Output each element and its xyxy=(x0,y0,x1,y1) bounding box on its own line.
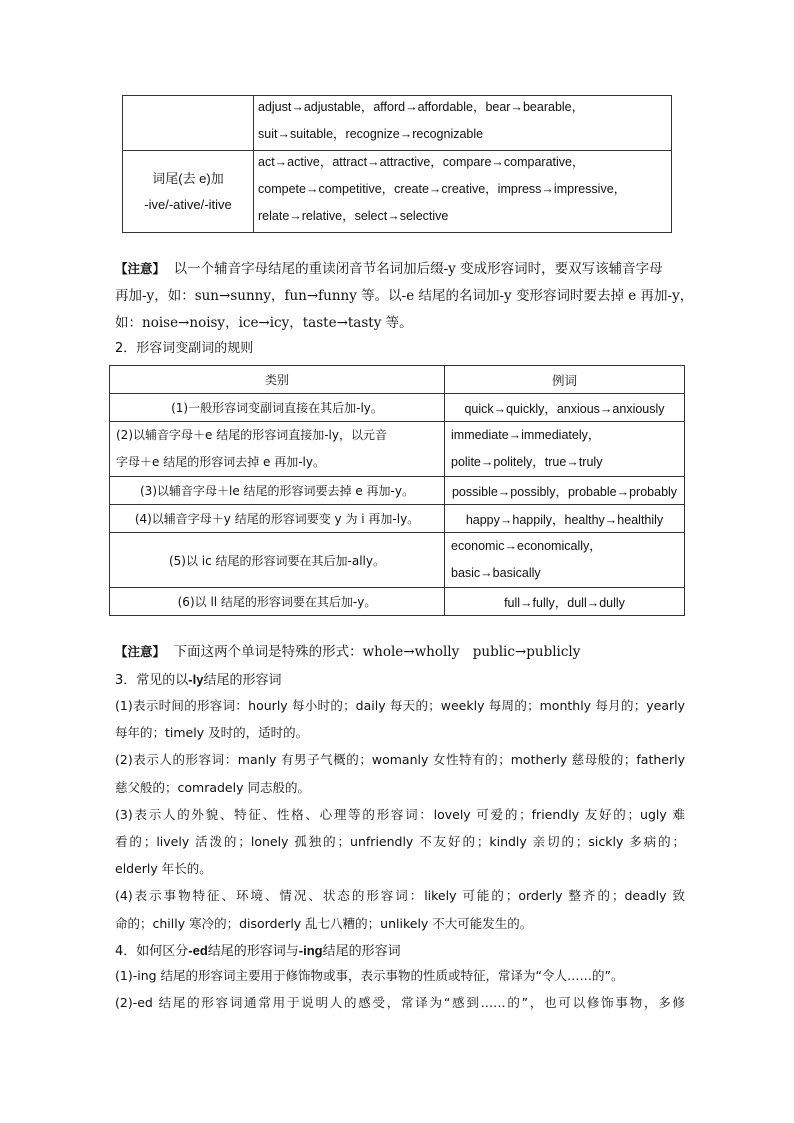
section3-body xyxy=(115,692,685,937)
examples-cell xyxy=(254,96,672,151)
paragraph-line: 每年的；timely 及时的，适时的。 xyxy=(115,725,309,741)
note-line: 再加-y，如：sun→sunny，fun→funny 等。以-e 结尾的名词加-y 变形容词时要去掉 e 再加-y， xyxy=(115,288,694,304)
example-cell: quick→quickly，anxious→anxiously xyxy=(445,394,685,422)
rule-cell: (6)以 ll 结尾的形容词要在其后加-y。 xyxy=(110,588,445,616)
example-line: suit→suitable，recognize→recognizable xyxy=(258,127,484,141)
column-header: 例词 xyxy=(445,366,685,394)
table-row xyxy=(110,394,685,422)
rule-cell: (3)以辅音字母＋le 结尾的形容词要去掉 e 再加-y。 xyxy=(110,477,445,505)
rule-line: 字母＋e 结尾的形容词去掉 e 再加-ly。 xyxy=(116,455,325,469)
table-row xyxy=(110,505,685,533)
note-tag: 【注意】 xyxy=(115,644,166,659)
example-line: economic→economically， xyxy=(451,539,602,553)
example-line: basic→basically xyxy=(451,566,541,580)
rule-line: (2)以辅音字母＋e 结尾的形容词直接加-ly，以元音 xyxy=(116,428,387,442)
paragraph-line: (1)-ing 结尾的形容词主要用于修饰物或事，表示事物的性质或特征，常译为“令人……的”。 xyxy=(115,968,624,983)
paragraph-line: 命的；chilly 寒冷的；disorderly 乱七八糟的；unlikely 不大可能发生的。 xyxy=(115,915,533,931)
column-header: 类别 xyxy=(110,366,445,394)
category-label: -ive/-ative/-itive xyxy=(144,196,232,212)
example-cell: full→fully，dull→dully xyxy=(445,588,685,616)
heading-bold: -ing xyxy=(298,943,323,958)
heading-bold: -ly xyxy=(188,672,204,687)
rule-cell: (5)以 ic 结尾的形容词要在其后加-ally。 xyxy=(110,533,445,588)
table-row xyxy=(123,151,672,233)
rule-cell: (1)一般形容词变副词直接在其后加-ly。 xyxy=(110,394,445,422)
example-line: act→active，attract→attractive，compare→comparative， xyxy=(258,155,585,169)
table-row xyxy=(110,477,685,505)
note-block xyxy=(115,638,685,666)
table-header-row xyxy=(110,366,685,394)
table-row xyxy=(110,588,685,616)
paragraph-line: elderly 年长的。 xyxy=(115,861,212,877)
adverb-rule-table xyxy=(109,365,685,616)
example-cell: happy→happily，healthy→healthily xyxy=(445,505,685,533)
heading-text: 结尾的形容词 xyxy=(322,944,401,959)
table-row xyxy=(123,96,672,151)
note-text: 下面这两个单词是特殊的形式：whole→wholly public→publicly xyxy=(173,644,581,660)
paragraph-line: (2)表示人的形容词：manly 有男子气概的；womanly 女性特有的；motherly 慈母般的；fatherly xyxy=(115,752,685,768)
example-line: adjust→adjustable，afford→affordable，bear→bearable， xyxy=(258,100,585,114)
examples-cell xyxy=(254,151,672,233)
heading-bold: -ed xyxy=(188,943,208,958)
heading-text: 结尾的形容词 xyxy=(203,673,282,688)
section-heading: 2．形容词变副词的规则 xyxy=(115,341,254,356)
note-block xyxy=(115,255,694,337)
example-line: polite→politely，true→truly xyxy=(451,455,603,469)
paragraph-line: (4)表示事物特征、环境、情况、状态的形容词：likely 可能的；orderly 整齐的；deadly 致 xyxy=(115,888,685,904)
category-label: 词尾(去 e)加 xyxy=(152,170,224,186)
paragraph-line: 慈父般的；comradely 同志般的。 xyxy=(115,779,310,795)
category-cell xyxy=(123,151,254,233)
note-line: 以一个辅音字母结尾的重读闭音节名词加后缀-y 变成形容词时，要双写该辅音字母 xyxy=(173,261,663,277)
example-cell xyxy=(445,533,685,588)
paragraph-line: (3)表示人的外貌、特征、性格、心理等的形容词：lovely 可爱的；friendly 友好的；ugly 难 xyxy=(115,806,685,822)
heading-text: 3．常见的以 xyxy=(115,673,189,688)
example-line: relate→relative，select→selective xyxy=(258,209,449,223)
note-line: 如：noise→noisy，ice→icy，taste→tasty 等。 xyxy=(115,315,413,331)
example-line: compete→competitive，create→creative，impress→impressive， xyxy=(258,182,627,196)
category-cell xyxy=(123,96,254,151)
example-cell: possible→possibly，probable→probably xyxy=(445,477,685,505)
table-row xyxy=(110,533,685,588)
example-cell xyxy=(445,422,685,477)
section4-body xyxy=(115,962,685,1016)
paragraph-line: (1)表示时间的形容词：hourly 每小时的；daily 每天的；weekly 每周的；monthly 每月的；yearly xyxy=(115,698,685,713)
section-heading xyxy=(115,941,401,962)
table-row xyxy=(110,422,685,477)
paragraph-line: (2)-ed 结尾的形容词通常用于说明人的感受，常译为“感到……的”，也可以修饰事物，多修 xyxy=(115,995,685,1011)
heading-text: 4．如何区分 xyxy=(115,944,189,959)
suffix-table xyxy=(122,95,672,233)
note-tag: 【注意】 xyxy=(115,261,166,276)
section-heading xyxy=(115,670,281,691)
rule-cell xyxy=(110,422,445,477)
heading-text: 结尾的形容词与 xyxy=(207,944,299,959)
paragraph-line: 看的；lively 活泼的；lonely 孤独的；unfriendly 不友好的；kindly 亲切的；sickly 多病的； xyxy=(115,834,685,850)
rule-cell: (4)以辅音字母＋y 结尾的形容词要变 y 为 i 再加-ly。 xyxy=(110,505,445,533)
example-line: immediate→immediately， xyxy=(451,428,601,442)
